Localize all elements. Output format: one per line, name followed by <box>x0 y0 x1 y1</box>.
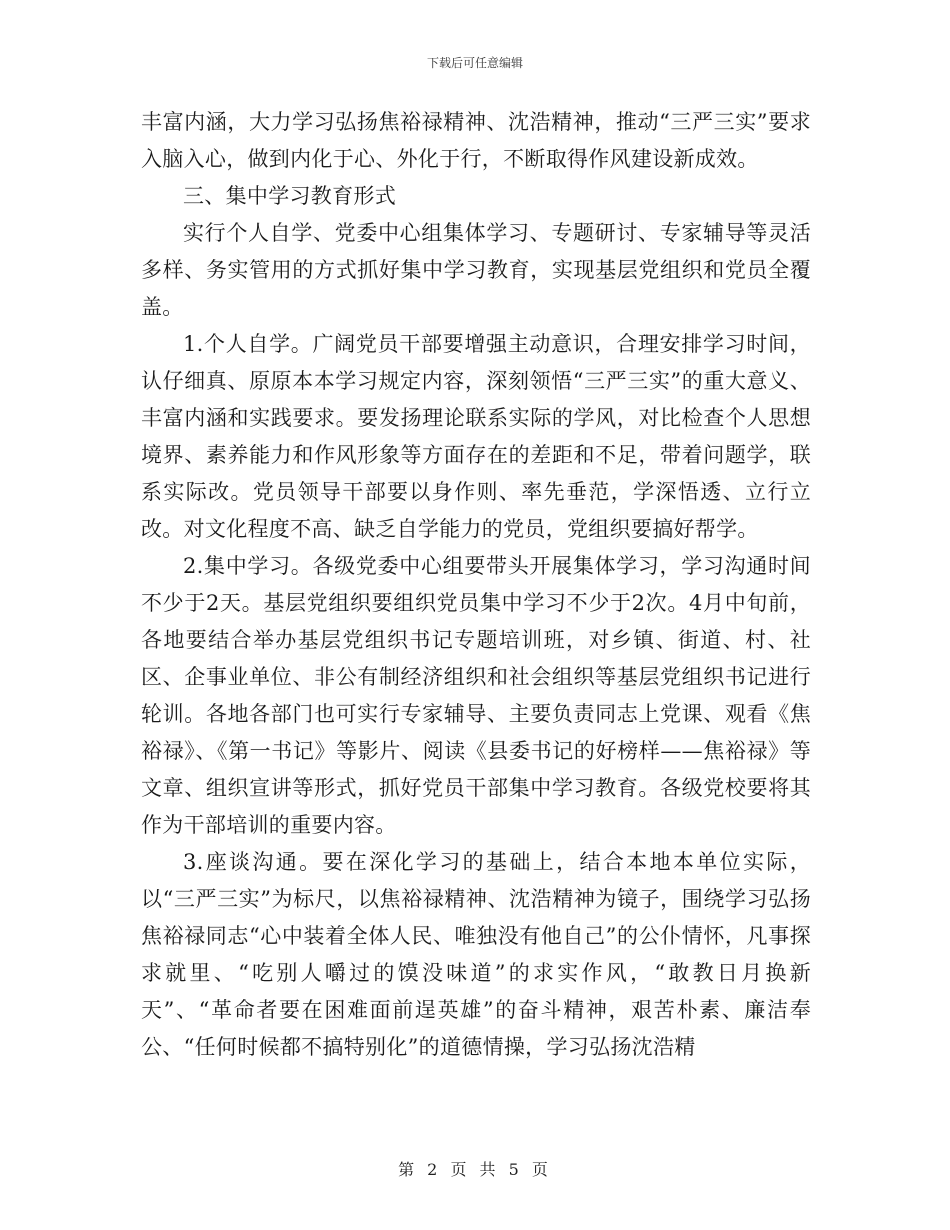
page-header-note: 下载后可任意编辑 <box>426 56 523 70</box>
paragraph-discussion: 3.座谈沟通。要在深化学习的基础上，结合本地本单位实际，以“三严三实”为标尺，以焦裕禄精神、沈浩精神为镜子，围绕学习弘扬焦裕禄同志“心中装着全体人民、唯独没有他自己”的公仆情怀，凡事探求就里、“吃别人嚼过的馍没味道”的求实作风，“敢教日月换新天”、“革命者要在困难面前逞英雄”的奋斗精神，艰苦朴素、廉洁奉公、“任何时候都不搞特别化”的道德情操，学习弘扬沈浩精 <box>141 850 811 1059</box>
document-body <box>141 104 811 1066</box>
page-number: 第 2 页 共 5 页 <box>398 1160 552 1179</box>
paragraph-3: 实行个人自学、党委中心组集体学习、专题研讨、专家辅导等灵活多样、务实管用的方式抓好集中学习教育，实现基层党组织和党员全覆盖。 <box>141 221 811 319</box>
paragraph-1: 丰富内涵，大力学习弘扬焦裕禄精神、沈浩精神，推动“三严三实”要求入脑入心，做到内化于心、外化于行，不断取得作风建设新成效。 <box>141 110 811 171</box>
paragraph-self-study: 1.个人自学。广阔党员干部要增强主动意识，合理安排学习时间，认仔细真、原原本本学习规定内容，深刻领悟“三严三实”的重大意义、丰富内涵和实践要求。要发扬理论联系实际的学风，对比检查个人思想境界、素养能力和作风形象等方面存在的差距和不足，带着问题学，联系实际改。党员领导干部要以身作则、率先垂范，学深悟透、立行立改。对文化程度不高、缺乏自学能力的党员，党组织要搞好帮学。 <box>141 332 811 541</box>
paragraph-group-study: 2.集中学习。各级党委中心组要带头开展集体学习，学习沟通时间不少于2天。基层党组织要组织党员集中学习不少于2次。4月中旬前，各地要结合举办基层党组织书记专题培训班，对乡镇、街道、村、社区、企事业单位、非公有制经济组织和社会组织等基层党组织书记进行轮训。各地各部门也可实行专家辅导、主要负责同志上党课、观看《焦裕禄》、《第一书记》等影片、阅读《县委书记的好榜样——焦裕禄》等文章、组织宣讲等形式，抓好党员干部集中学习教育。各级党校要将其作为干部培训的重要内容。 <box>141 554 811 837</box>
section-heading: 三、集中学习教育形式 <box>183 184 396 208</box>
